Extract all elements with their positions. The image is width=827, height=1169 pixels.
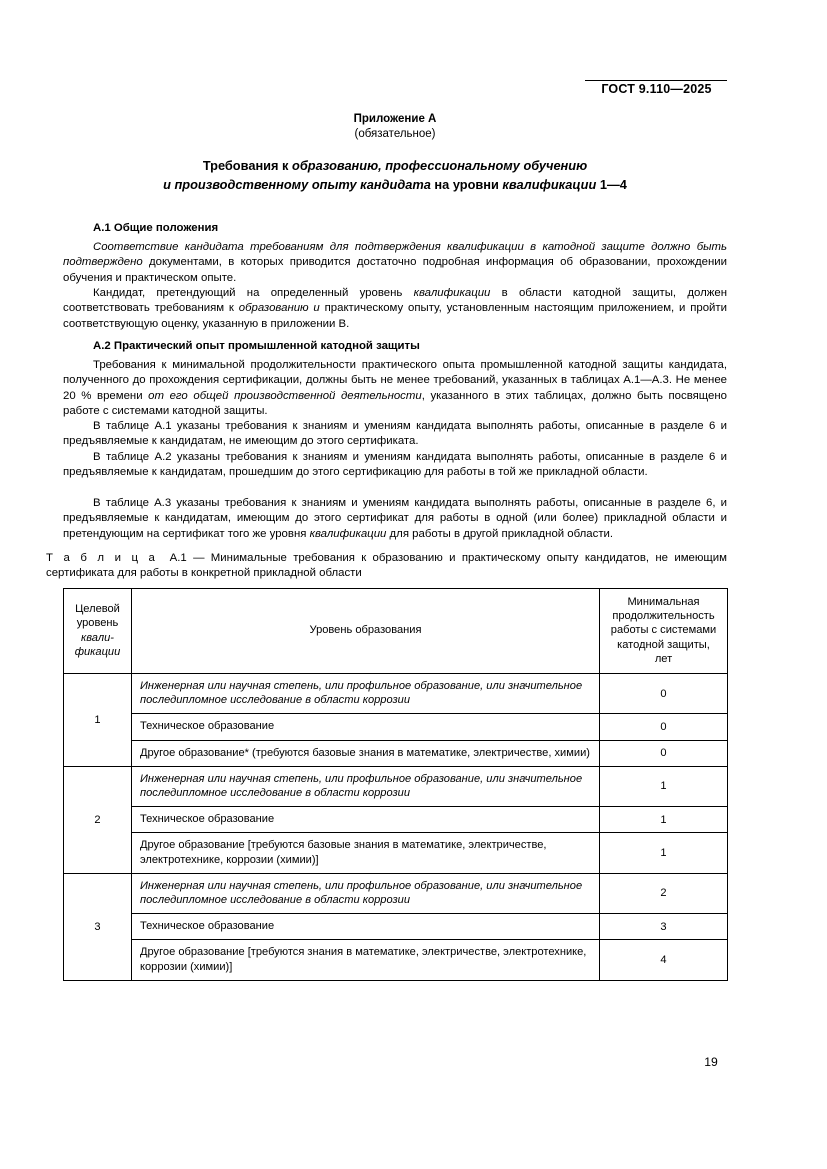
- title-part-6: 1—4: [596, 177, 627, 192]
- table-caption-number: А.1: [169, 552, 187, 564]
- cell-education-italic: Инженерная или научная степень, или профильное образование, или значительное последипломное исследование в области коррозии: [140, 879, 583, 907]
- p3-regular-2: , указанного в этих таблицах, должно быть посвящено работе с системами катодной защиты.: [63, 389, 727, 417]
- cell-years: 2: [600, 873, 728, 913]
- col3-line3: работы с системами: [610, 624, 717, 637]
- cell-education-italic: Инженерная или научная степень, или профильное образование, или значительное последипломное исследование в области коррозии: [140, 680, 583, 707]
- cell-education: Другое образование [требуются знания в математике, электричестве, электротехнике, коррозии (химии)]: [132, 940, 600, 980]
- col3-line1: Минимальная: [627, 596, 700, 608]
- p2-regular-1: Кандидат, претендующий на определенный уровень: [93, 287, 414, 299]
- table-row: [64, 940, 728, 980]
- paragraph-a2-4: [63, 496, 727, 542]
- standard-code: ГОСТ 9.110—2025: [601, 82, 712, 96]
- table-caption: [46, 551, 727, 582]
- table-caption-text: — Минимальные требования к образованию и практическому опыту кандидатов, не имеющим сертификата для работы в конкретной прикладной области: [46, 552, 727, 580]
- col3-line2: продолжительность: [612, 610, 715, 623]
- cell-years: 3: [600, 914, 728, 940]
- cell-education: [132, 674, 600, 714]
- column-header-education-level: Уровень образования: [132, 589, 600, 674]
- p3-regular-1: Требования к минимальной продолжительности практического опыта промышленной катодной защиты кандидата, полученного до прохождения сертификации, должны быть не менее требований, указанных в таблицах А.1—А.3. Не менее 20 % времени: [63, 359, 727, 402]
- section-heading-a1: А.1 Общие положения: [93, 222, 219, 234]
- table-head: [64, 589, 728, 674]
- col3-line4: катодной защиты,: [617, 638, 710, 651]
- annex-label: Приложение А: [353, 113, 437, 125]
- paragraph-a1-2: [63, 286, 727, 332]
- table-body: [64, 674, 728, 981]
- page-number: 19: [704, 1055, 718, 1069]
- p2-italic-1: квалификации: [413, 287, 491, 299]
- annex-heading-block: [63, 112, 727, 141]
- p2-regular-3: практическому опыту, установленным настоящим приложением, и пройти соответствующую оценку, указанную в приложении В.: [63, 302, 727, 330]
- annex-status: (обязательное): [354, 127, 436, 140]
- p2-regular-2: в области катодной защиты, должен соответствовать требованиям к: [63, 287, 727, 315]
- cell-education: Техническое образование: [132, 914, 600, 940]
- cell-education: Техническое образование: [132, 807, 600, 833]
- col3-line5: лет: [654, 652, 673, 665]
- table-row: [64, 674, 728, 714]
- page-title: [63, 156, 727, 194]
- table-a1: [63, 588, 728, 981]
- table-row: [64, 714, 728, 740]
- cell-target-level: 2: [64, 766, 132, 873]
- p6-regular-1: В таблице А.3 указаны требования к знаниям и умениям кандидата выполнять работы, описанные в разделе 6, и предъявляемые к кандидатам, имеющим до этого сертификат для работы в одной (или более) прикладной области и претендующим на сертификат того же уровня: [63, 497, 727, 540]
- column-header-target-level: [64, 589, 132, 674]
- table-row: [64, 740, 728, 766]
- table-a1-wrapper: [63, 588, 727, 981]
- cell-education: [132, 873, 600, 913]
- paragraph-a1-1: [63, 240, 727, 286]
- table-header-row: [64, 589, 728, 674]
- paragraph-a2-3: В таблице А.2 указаны требования к знаниям и умениям кандидата выполнять работы, описанные в разделе 6 и предъявляемые к кандидатам, прошедшим до этого сертификацию для работы в той же прикладной области.: [63, 451, 727, 479]
- p6-regular-2: для работы в другой прикладной области.: [386, 527, 614, 540]
- p6-italic-1: квалификации: [309, 527, 387, 540]
- cell-education-italic: Инженерная или научная степень, или профильное образование, или значительное последипломное исследование в области коррозии: [140, 772, 583, 800]
- cell-education: Другое образование* (требуются базовые знания в математике, электричестве, химии): [132, 740, 600, 766]
- title-part-5: квалификации: [502, 177, 597, 192]
- table-row: [64, 873, 728, 913]
- cell-education: [132, 766, 600, 806]
- cell-years: 1: [600, 766, 728, 806]
- paragraph-a2-2: В таблице А.1 указаны требования к знаниям и умениям кандидата выполнять работы, описанные в разделе 6 и предъявляемые к кандидатам, не имеющим до этого сертификата.: [63, 420, 727, 448]
- p1-regular: документами, в которых приводится достаточно подробная информация об образовании, прохождении обучения и практическом опыте.: [63, 256, 727, 284]
- col1-line2: уровень: [76, 617, 119, 630]
- title-part-1: Требования к: [202, 158, 293, 173]
- table-row: [64, 807, 728, 833]
- cell-education: Техническое образование: [132, 714, 600, 740]
- title-part-3: и производственному опыту кандидата: [163, 177, 431, 192]
- col1-line1: Целевой: [75, 603, 120, 616]
- p2-italic-2: образованию и: [238, 302, 320, 315]
- table-row: [64, 766, 728, 806]
- cell-years: 0: [600, 674, 728, 714]
- cell-target-level: 3: [64, 873, 132, 980]
- column-header-min-duration: [600, 589, 728, 674]
- p1-italic: Соответствие кандидата требованиям для подтверждения квалификации в катодной защите должно быть подтверждено: [63, 241, 727, 269]
- cell-target-level: 1: [64, 674, 132, 767]
- cell-years: 0: [600, 740, 728, 766]
- col1-line4: фикации: [74, 645, 121, 658]
- table-row: [64, 833, 728, 873]
- cell-years: 1: [600, 807, 728, 833]
- cell-education: Другое образование [требуются базовые знания в математике, электричестве, электротехнике, коррозии (химии)]: [132, 833, 600, 873]
- table-caption-word: Т а б л и ц а: [46, 552, 157, 564]
- table-row: [64, 914, 728, 940]
- section-heading-a2: А.2 Практический опыт промышленной катодной защиты: [93, 340, 420, 352]
- header-rule: [585, 80, 727, 81]
- paragraph-a2-1: [63, 358, 727, 419]
- title-part-4: на уровни: [430, 177, 503, 192]
- cell-years: 4: [600, 940, 728, 980]
- title-part-2: образованию, профессиональному обучению: [292, 158, 588, 173]
- cell-years: 1: [600, 833, 728, 873]
- cell-years: 0: [600, 714, 728, 740]
- p3-italic-1: от его общей производственной деятельности: [148, 389, 422, 402]
- col1-line3: квали-: [81, 631, 114, 644]
